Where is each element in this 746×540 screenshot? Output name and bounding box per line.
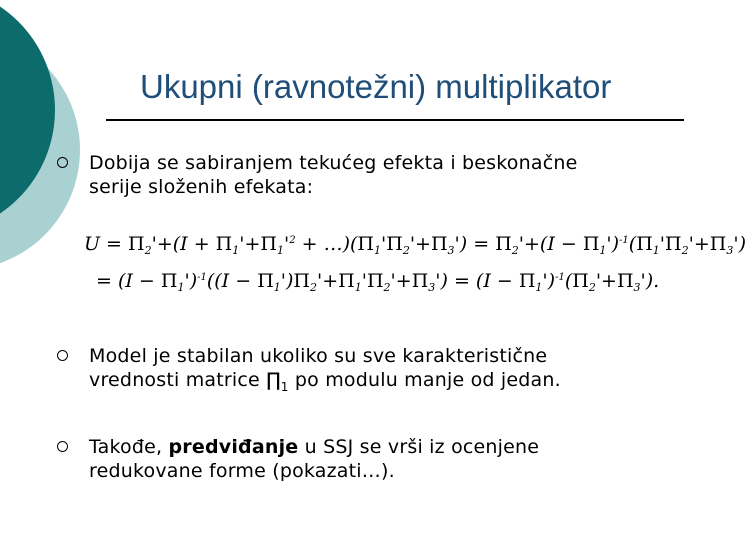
bullet-3-line1: Takođe, predviđanje u SSJ se vrši iz ocenjene: [89, 436, 540, 458]
bullet-1: [89, 151, 689, 199]
title-underline: [106, 119, 684, 121]
bullet-1-line1: Dobija se sabiranjem tekućeg efekta i beskonačne: [89, 152, 578, 174]
bullet-marker-3: [57, 441, 68, 452]
bullet-marker-2: [57, 350, 68, 361]
bullet-2: [89, 344, 689, 399]
bullet-marker-1: [57, 157, 68, 168]
slide-title: Ukupni (ravnotežni) multiplikator: [140, 68, 612, 105]
equation-line-2: = $(I - \Pi_1')^{-1}((I - \Pi_1')\Pi_2'+\Pi_1'\Pi_2'+\Pi_3') = (I - \Pi_1')^{-1}(\Pi_2'+\Pi_3')$.: [96, 270, 660, 294]
equation-line-1: $U = \Pi_2'+(I + \Pi_1'+\Pi_1'^2$ + $\dots)(\Pi_1'\Pi_2'+\Pi_3') = \Pi_2'+(I - \Pi_1')^{-1}(\Pi_1'\Pi_2'+\Pi_3')$: [84, 233, 746, 257]
bullet-1-line2: serije složenih efekata:: [89, 176, 314, 198]
decorative-circles: [0, 0, 90, 300]
bullet-3: [89, 435, 689, 483]
bullet-3-line2: redukovane forme (pokazati…).: [89, 460, 395, 482]
bullet-2-line2: vrednosti matrice $\prod_1$ po modulu manje od jedan.: [89, 369, 561, 394]
bold-term: predviđanje: [168, 436, 299, 458]
bullet-2-line1: Model je stabilan ukoliko su sve karakteristične: [89, 345, 548, 367]
